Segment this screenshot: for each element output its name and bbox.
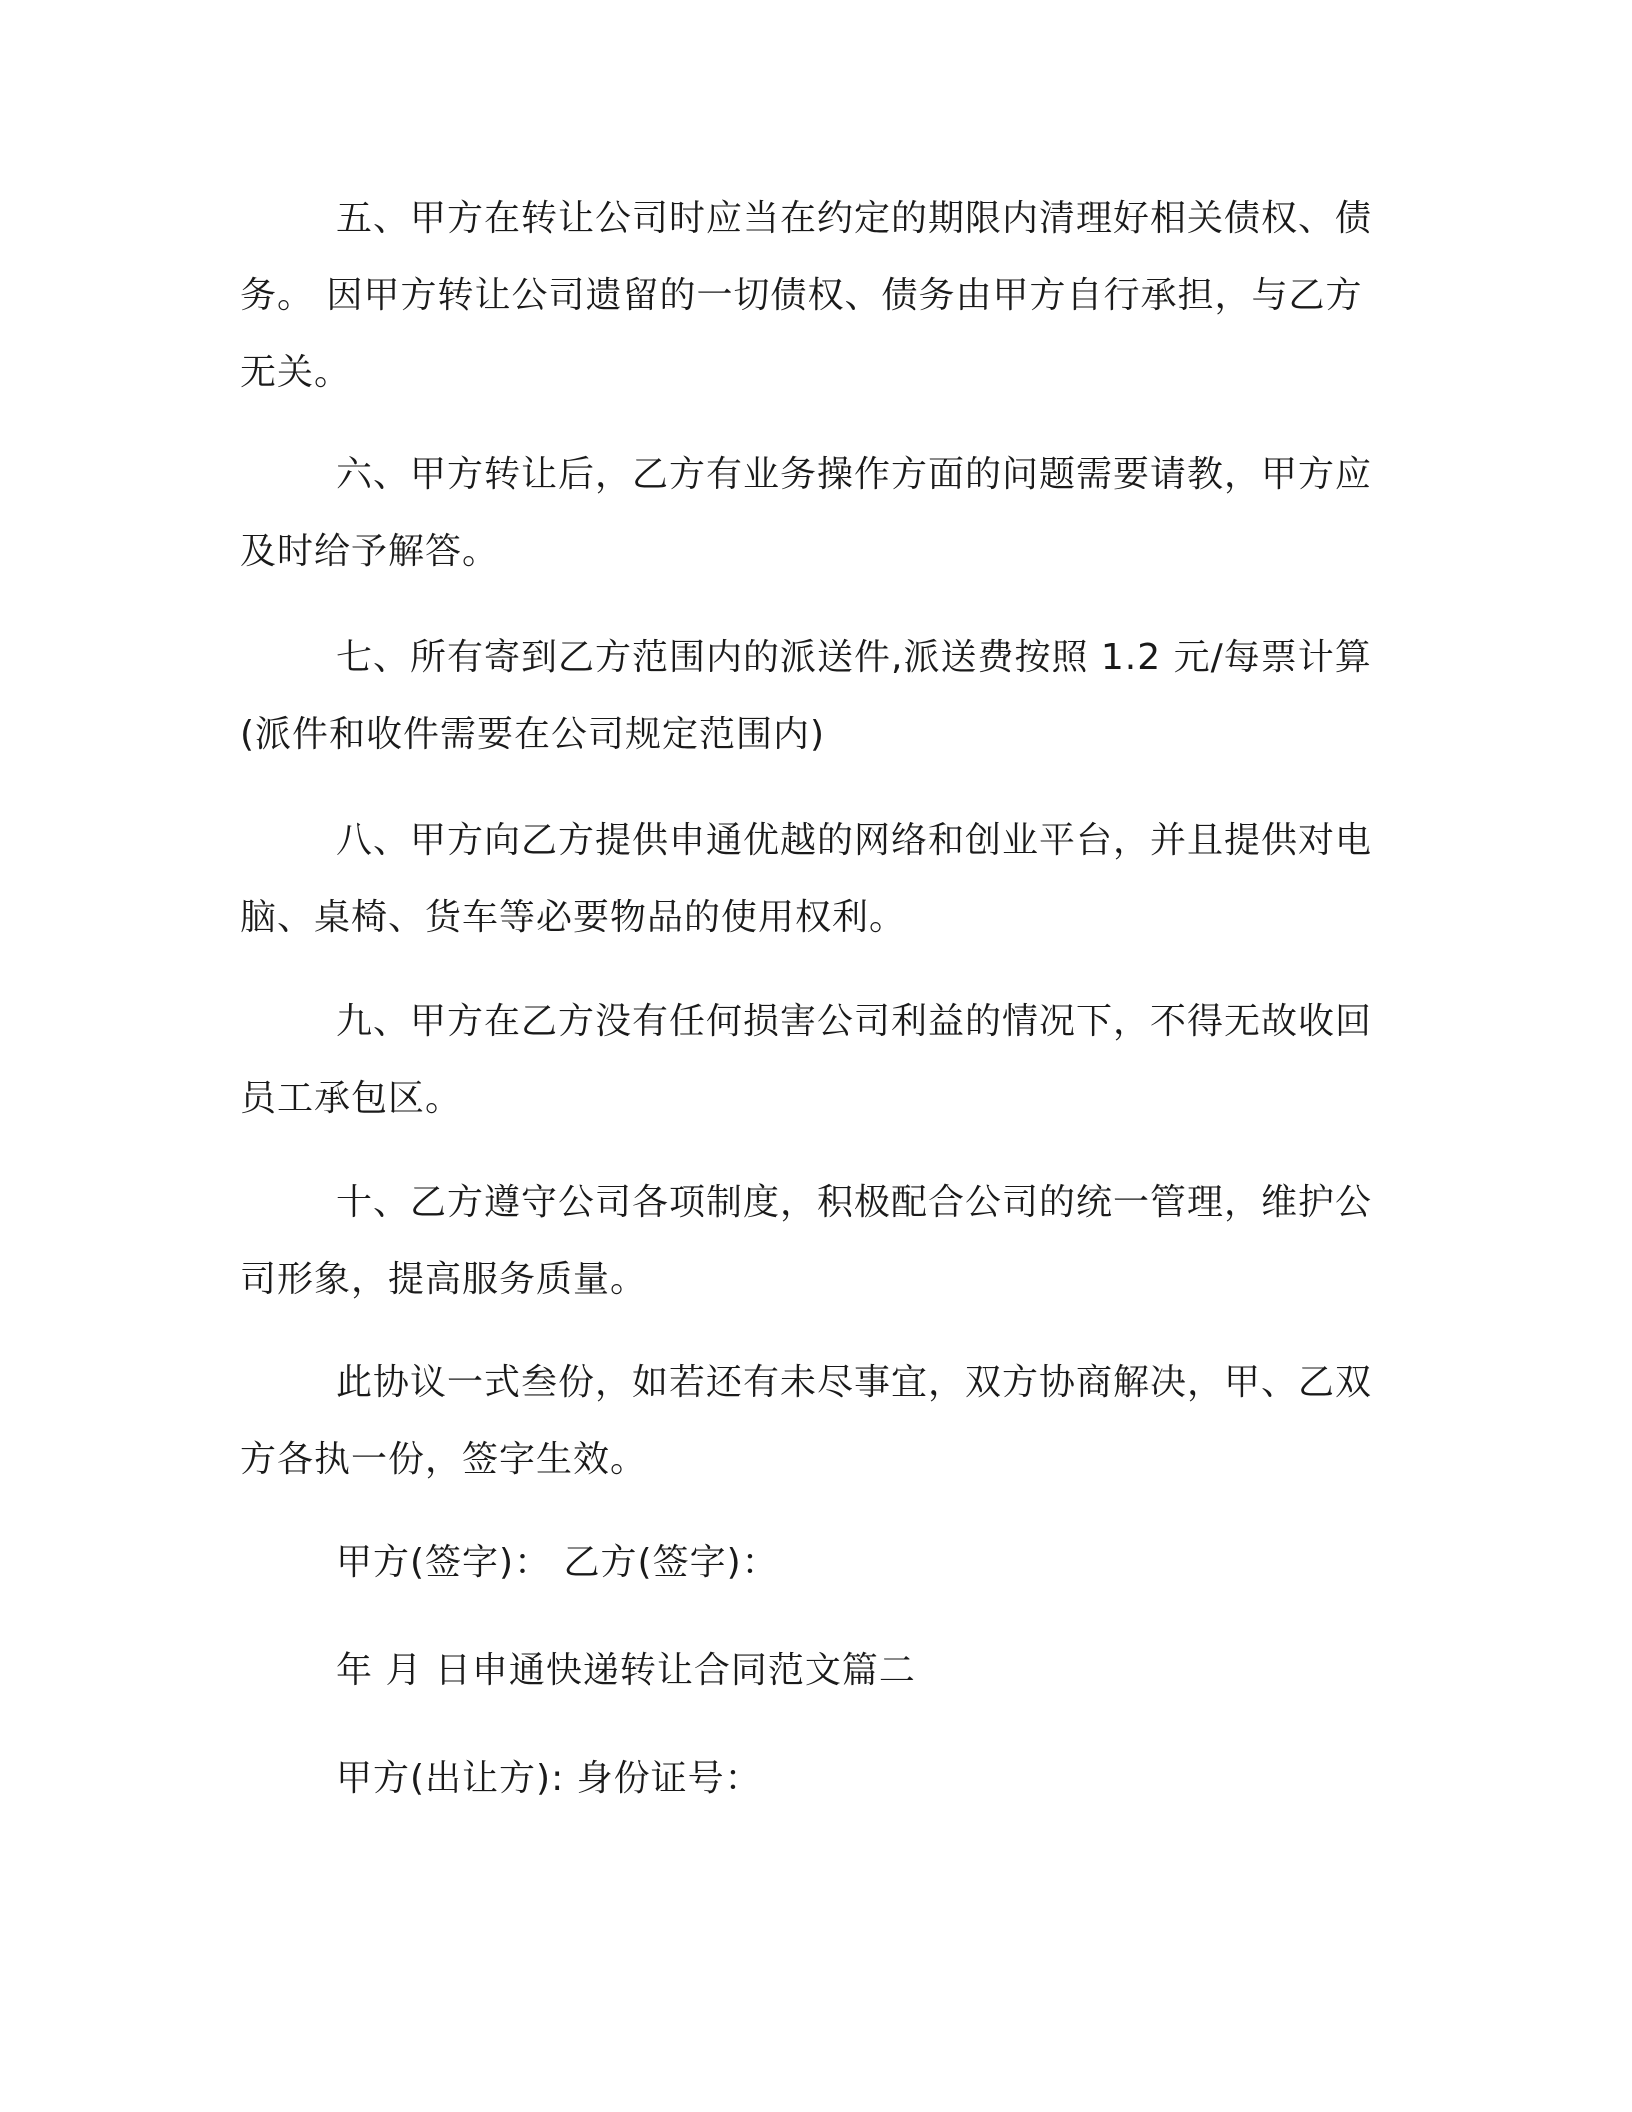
agreement-copies-clause: 此协议一式叁份，如若还有未尽事宜，双方协商解决，甲、乙双方各执一份，签字生效。 bbox=[240, 1362, 1373, 1480]
date-and-section-title: 年 月 日申通快递转让合同范文篇二 bbox=[336, 1650, 916, 1691]
clause-6: 六、甲方转让后，乙方有业务操作方面的问题需要请教，甲方应及时给予解答。 bbox=[240, 454, 1373, 572]
clause-7: 七、所有寄到乙方范围内的派送件,派送费按照 1.2 元/每票计算(派件和收件需要在公司规定范围内) bbox=[240, 637, 1372, 755]
clause-9: 九、甲方在乙方没有任何损害公司利益的情况下，不得无故收回员工承包区。 bbox=[240, 1001, 1373, 1119]
party-a-id-line: 甲方(出让方): 身份证号： bbox=[336, 1758, 762, 1799]
clause-5: 五、甲方在转让公司时应当在约定的期限内清理好相关债权、债务。 因甲方转让公司遗留的一切债权、债务由甲方自行承担，与乙方无关。 bbox=[240, 198, 1373, 393]
clause-8: 八、甲方向乙方提供申通优越的网络和创业平台，并且提供对电脑、桌椅、货车等必要物品的使用权利。 bbox=[240, 820, 1373, 938]
signature-line: 甲方(签字)： 乙方(签字)： bbox=[336, 1542, 779, 1583]
clause-10: 十、乙方遵守公司各项制度，积极配合公司的统一管理，维护公司形象，提高服务质量。 bbox=[240, 1182, 1373, 1300]
